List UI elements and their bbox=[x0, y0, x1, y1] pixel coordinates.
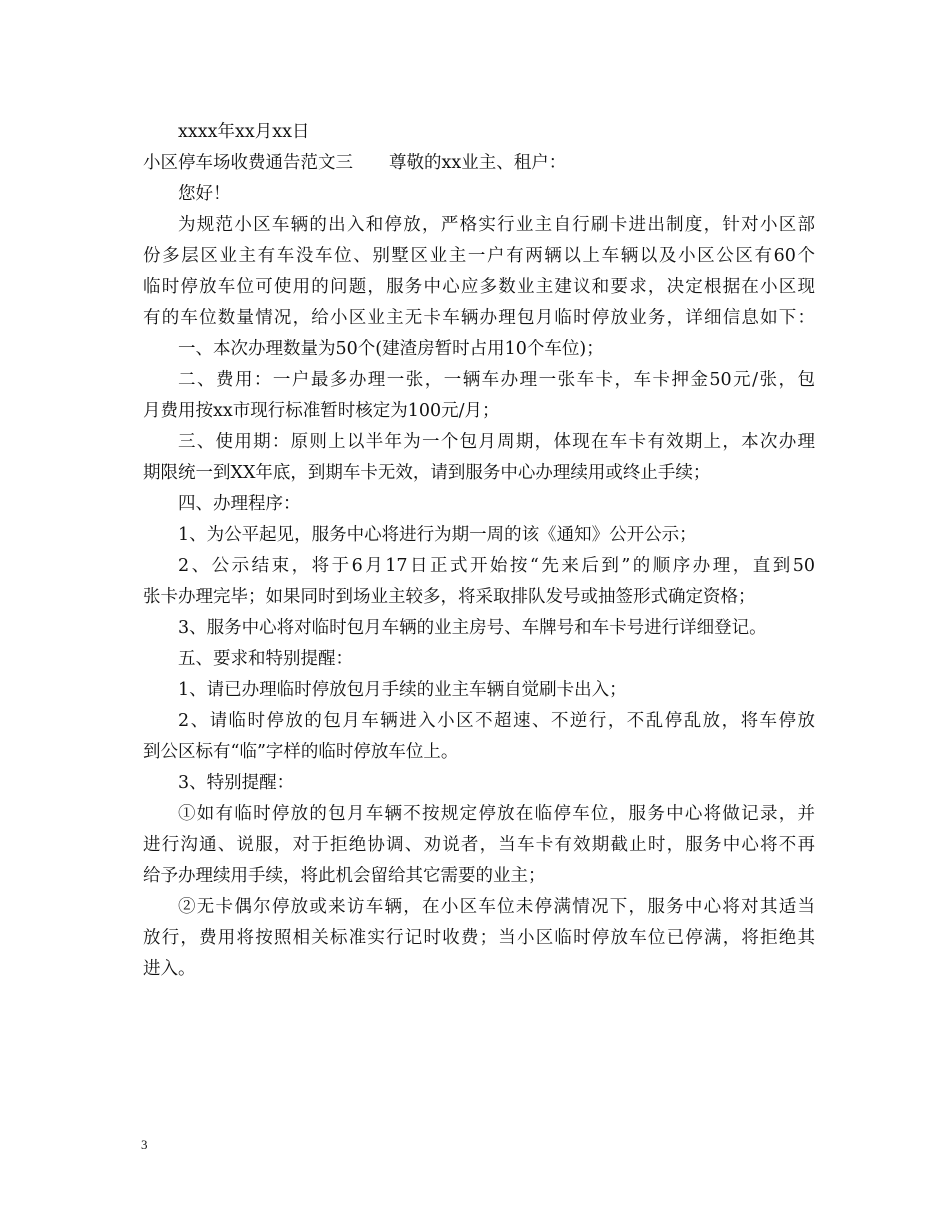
note-item-continued: 给予办理续用手续，将此机会留给其它需要的业主； bbox=[143, 866, 546, 886]
section-item-continued: 月费用按xx市现行标准暂时核定为100元/月； bbox=[143, 401, 500, 421]
list-item-continued: 到公区标有“临”字样的临时停放车位上。 bbox=[143, 742, 459, 762]
paragraph-line: 临时停放车位可使用的问题，服务中心应多数业主建议和要求，决定根据在小区现 bbox=[143, 277, 815, 297]
section-heading: 四、办理程序： bbox=[178, 494, 301, 514]
section-item: 三、使用期：原则上以半年为一个包月周期，体现在车卡有效期上，本次办理 bbox=[178, 432, 815, 452]
list-item: 3、服务中心将对临时包月车辆的业主房号、车牌号和车卡号进行详细登记。 bbox=[178, 618, 767, 638]
section-heading: 五、要求和特别提醒： bbox=[178, 649, 353, 669]
note-item: ②无卡偶尔停放或来访车辆，在小区车位未停满情况下，服务中心将对其适当 bbox=[178, 897, 815, 917]
note-item-continued: 进入。 bbox=[143, 959, 196, 979]
note-item-continued: 放行，费用将按照相关标准实行记时收费；当小区临时停放车位已停满，将拒绝其 bbox=[143, 928, 815, 948]
section-item-continued: 期限统一到XX年底，到期车卡无效，请到服务中心办理续用或终止手续； bbox=[143, 463, 711, 483]
list-item-continued: 张卡办理完毕；如果同时到场业主较多，将采取排队发号或抽签形式确定资格； bbox=[143, 587, 756, 607]
document-body bbox=[143, 117, 815, 985]
list-item: 1、请已办理临时停放包月手续的业主车辆自觉刷卡出入； bbox=[178, 680, 627, 700]
list-item: 2、公示结束，将于6月17日正式开始按“先来后到”的顺序办理，直到50 bbox=[178, 556, 815, 576]
section-item: 二、费用：一户最多办理一张，一辆车办理一张车卡，车卡押金50元/张，包 bbox=[178, 370, 815, 390]
page-number: 3 bbox=[141, 1137, 148, 1152]
note-item-continued: 进行沟通、说服，对于拒绝协调、劝说者，当车卡有效期截止时，服务中心将不再 bbox=[143, 835, 815, 855]
section-item: 一、本次办理数量为50个(建渣房暂时占用10个车位)； bbox=[178, 339, 604, 359]
greeting: 您好！ bbox=[178, 184, 231, 204]
document-title: 小区停车场收费通告范文三 bbox=[143, 153, 353, 173]
note-item: ①如有临时停放的包月车辆不按规定停放在临停车位，服务中心将做记录，并 bbox=[178, 804, 815, 824]
list-item: 1、为公平起见，服务中心将进行为期一周的该《通知》公开公示； bbox=[178, 525, 697, 545]
list-item: 2、请临时停放的包月车辆进入小区不超速、不逆行，不乱停乱放，将车停放 bbox=[178, 711, 815, 731]
title-salutation-line bbox=[143, 148, 815, 179]
date-line: xxxx年xx月xx日 bbox=[178, 122, 310, 142]
paragraph-line: 份多层区业主有车没车位、别墅区业主一户有两辆以上车辆以及小区公区有60个 bbox=[143, 246, 815, 266]
salutation: 尊敬的xx业主、租户： bbox=[389, 153, 567, 173]
paragraph-line: 有的车位数量情况，给小区业主无卡车辆办理包月临时停放业务，详细信息如下： bbox=[143, 308, 815, 328]
paragraph-line: 为规范小区车辆的出入和停放，严格实行业主自行刷卡进出制度，针对小区部 bbox=[178, 215, 815, 235]
list-item: 3、特别提醒： bbox=[178, 773, 295, 793]
